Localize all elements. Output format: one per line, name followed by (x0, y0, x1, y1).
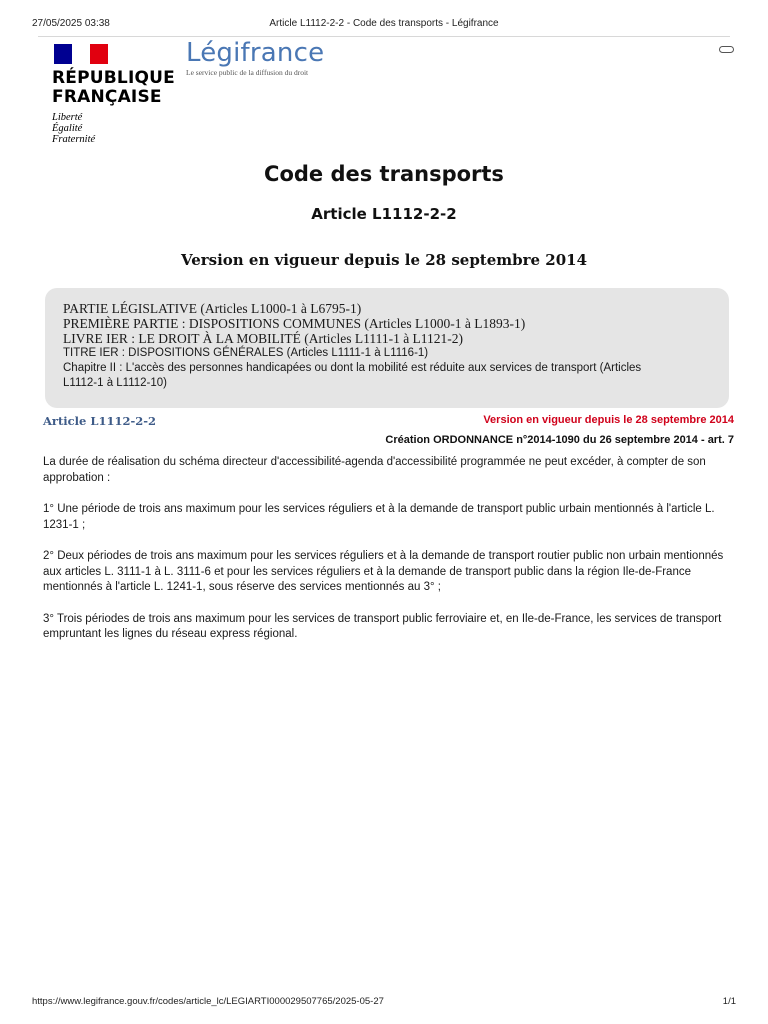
motto-liberte: Liberté (52, 112, 83, 123)
article-paragraph-3: 3° Trois périodes de trois ans maximum pour les services de transport public ferroviaire et, en Ile-de-France, les services de transport empruntant les lignes du réseau express régional. (43, 612, 722, 640)
article-header (43, 413, 734, 431)
article-title: Article L1112-2-2 (311, 205, 457, 223)
menu-toggle-icon[interactable] (719, 46, 734, 53)
motto-egalite: Égalité (52, 123, 83, 134)
print-header (32, 18, 736, 32)
breadcrumb-partie[interactable]: PARTIE LÉGISLATIVE (Articles L1000-1 à L6795-1) (63, 301, 362, 316)
header-divider (38, 36, 730, 37)
flag-red-band (90, 44, 108, 64)
page-number: 1/1 (722, 996, 736, 1007)
republic-name-line1: RÉPUBLIQUE (52, 68, 175, 88)
republique-francaise-logo[interactable] (52, 44, 182, 145)
article-creation[interactable]: Création ORDONNANCE n°2014-1090 du 26 septembre 2014 - art. 7 (385, 434, 734, 446)
article-label[interactable]: Article L1112-2-2 (43, 414, 156, 428)
code-title: Code des transports (264, 162, 504, 186)
article-version-badge: Version en vigueur depuis le 28 septembre 2014 (483, 414, 734, 426)
article-paragraph-1: 1° Une période de trois ans maximum pour les services réguliers et à la demande de transport public urbain mentionnés à l'article L. 1231-1 ; (43, 503, 715, 531)
french-flag-icon (54, 44, 108, 64)
republic-name-line2: FRANÇAISE (52, 87, 162, 107)
version-title: Version en vigueur depuis le 28 septembre 2014 (180, 251, 588, 269)
article-paragraph-intro: La durée de réalisation du schéma directeur d'accessibilité-agenda d'accessibilité programmée ne peut excéder, à compter de son approbation : (43, 456, 706, 484)
flag-blue-band (54, 44, 72, 64)
breadcrumb-livre[interactable]: LIVRE IER : LE DROIT À LA MOBILITÉ (Articles L1111-1 à L1121-2) (63, 331, 464, 346)
breadcrumb-chapitre-range[interactable]: L1112-1 à L1112-10) (63, 377, 168, 389)
article-paragraph-2: 2° Deux périodes de trois ans maximum pour les services réguliers et à la demande de transport routier public non urbain mentionnés aux articles L. 3111-1 à L. 3111-6 et pour les services réguliers et à la demande de transport public dans la région Ile-de-France mentionnés à l'article L. 1241-1, sous réserve des services mentionnés au 3° ; (43, 550, 724, 593)
print-document-title: Article L1112-2-2 - Code des transports - Légifrance (269, 18, 499, 29)
article-body (43, 455, 735, 659)
breadcrumb (45, 288, 729, 408)
breadcrumb-chapitre[interactable]: Chapitre II : L'accès des personnes handicapées ou dont la mobilité est réduite aux services de transport (Articles (63, 362, 642, 374)
breadcrumb-titre[interactable]: TITRE IER : DISPOSITIONS GÉNÉRALES (Articles L1111-1 à L1116-1) (63, 347, 429, 359)
site-name: Légifrance (186, 38, 325, 68)
print-url: https://www.legifrance.gouv.fr/codes/article_lc/LEGIARTI000029507765/2025-05-27 (32, 996, 384, 1007)
motto-fraternite: Fraternité (52, 134, 96, 145)
republic-name (52, 69, 182, 107)
site-tagline: Le service public de la diffusion du droit (186, 68, 309, 77)
breadcrumb-premiere-partie[interactable]: PREMIÈRE PARTIE : DISPOSITIONS COMMUNES (Articles L1000-1 à L1893-1) (63, 316, 526, 331)
legifrance-logo[interactable] (186, 38, 324, 77)
print-datetime: 27/05/2025 03:38 (32, 18, 110, 29)
flag-white-band (72, 44, 90, 64)
republic-motto (52, 112, 182, 145)
print-footer (32, 996, 736, 1008)
